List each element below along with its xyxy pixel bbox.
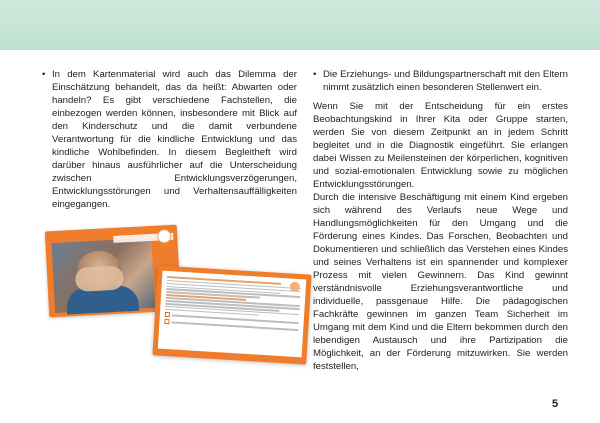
card-illustration-back — [152, 265, 311, 364]
left-column — [42, 68, 297, 211]
right-paragraph-2: Durch die intensive Beschäftigung mit einem Kind ergeben sich während des Verlaufs neue Wege und Handlungsmöglichkeiten für den Umgang und die Förderung eines Kindes. Das Forschen, Beobachten und Dokumentieren und schließlich das Verstehen eines Kindes und seines Verhaltens ist ein spannender und komplexer Prozess mit vielen Gewinnern. Das Kind gewinnt verständnisvolle Erziehungsverantwortliche und individuelle, passgenaue Hilfe. Die pädagogischen Fachkräfte gewinnen im ganzen Team Sicherheit im Umgang mit dem Kind und die Eltern bekommen durch den lebendigen Austausch und ihre Partizipation die Möglichkeit, an der Förderung mitzuwirken. Sie werden feststellen, — [313, 192, 568, 372]
right-bullet-text: • Die Erziehungs- und Bildungspartnerschaft mit den Eltern nimmt zusätzlich einen besonderen Stellenwert ein. — [323, 69, 568, 93]
checkbox-icon — [164, 319, 169, 324]
right-paragraph-1: Wenn Sie mit der Entscheidung für ein erstes Beobachtungskind in Ihrer Kita oder Gruppe starten, werden Sie von diesem Zeitpunkt an in jedem Schritt begleitet und in die Diagnostik eingeführt. Sie erlangen dabei Wissen zu Meilensteinen der körperlichen, kognitiven und sozial-emotionalen Entwicklung sowie zu möglichen Entwicklungsstörungen. — [313, 101, 568, 190]
child-hands — [75, 265, 124, 291]
right-bullet-item — [313, 68, 568, 94]
card-back-content — [158, 271, 306, 358]
left-bullet-item — [42, 68, 297, 211]
checkbox-icon — [165, 312, 170, 317]
right-column — [313, 68, 568, 373]
header-band — [0, 0, 600, 50]
left-bullet-text: • In dem Kartenmaterial wird auch das Dilemma der Einschätzung behandelt, das da heißt: Abwarten oder handeln? Es gibt verschiedene Fachstellen, die einbezogen werden können, insbesondere mit Blick auf den Kinderschutz und die damit verbundene Verantwortung für die kindliche Entwicklung und das kindliche Wohlbefinden. In diesem Begleitheft wird darüber hinaus ausführlicher auf die Unterscheidung zwischen Entwicklungsverzögerungen, Entwicklungsstörungen und Verhaltensauffälligkeiten eingegangen. — [52, 69, 297, 210]
page-number: 5 — [552, 398, 559, 410]
card-logo-icon — [157, 229, 172, 244]
